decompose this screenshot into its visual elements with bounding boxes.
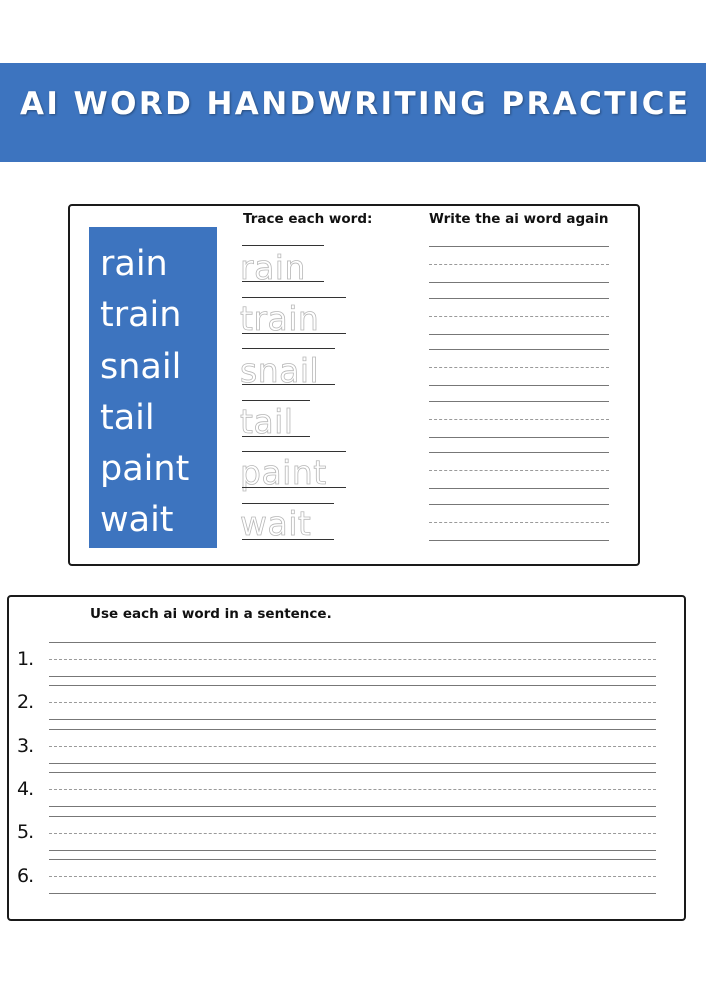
sentence-top-line (49, 685, 656, 686)
write-top-line (429, 401, 609, 402)
write-baseline (429, 282, 609, 283)
sentence-top-line (49, 772, 656, 773)
write-baseline (429, 334, 609, 335)
trace-top-line (242, 245, 324, 246)
trace-baseline (242, 384, 335, 385)
trace-header: Trace each word: (243, 211, 373, 227)
write-top-line (429, 452, 609, 453)
page-title: AI WORD HANDWRITING PRACTICE (20, 86, 691, 122)
write-mid-line (429, 522, 609, 523)
trace-top-line (242, 451, 346, 452)
sentence-baseline (49, 719, 656, 720)
write-baseline (429, 540, 609, 541)
sentence-mid-line (49, 789, 656, 790)
word-list-item: tail (100, 398, 155, 438)
trace-top-line (242, 400, 310, 401)
trace-word[interactable]: train (240, 299, 320, 338)
sentence-top-line (49, 816, 656, 817)
word-list-item: rain (100, 244, 168, 284)
trace-top-line (242, 503, 334, 504)
sentence-baseline (49, 763, 656, 764)
sentence-top-line (49, 859, 656, 860)
sentence-mid-line (49, 746, 656, 747)
trace-baseline (242, 333, 346, 334)
sentence-instruction: Use each ai word in a sentence. (90, 606, 332, 622)
trace-word[interactable]: rain (240, 248, 306, 287)
sentence-number: 4. (17, 778, 34, 800)
write-top-line (429, 504, 609, 505)
sentence-number: 5. (17, 821, 34, 843)
write-top-line (429, 298, 609, 299)
write-mid-line (429, 419, 609, 420)
sentence-number: 1. (17, 648, 34, 670)
trace-baseline (242, 281, 324, 282)
sentence-baseline (49, 806, 656, 807)
write-baseline (429, 385, 609, 386)
trace-word[interactable]: wait (240, 504, 312, 543)
sentence-top-line (49, 642, 656, 643)
trace-word[interactable]: tail (240, 402, 294, 441)
word-list-item: wait (100, 500, 174, 540)
trace-word[interactable]: snail (240, 351, 320, 390)
sentence-card (7, 595, 686, 921)
sentence-baseline (49, 850, 656, 851)
sentence-mid-line (49, 833, 656, 834)
sentence-number: 3. (17, 735, 34, 757)
sentence-number: 2. (17, 691, 34, 713)
word-list-item: train (100, 295, 182, 335)
word-list-item: paint (100, 449, 190, 489)
trace-baseline (242, 539, 334, 540)
sentence-baseline (49, 676, 656, 677)
write-baseline (429, 437, 609, 438)
sentence-number: 6. (17, 865, 34, 887)
word-list-item: snail (100, 347, 182, 387)
sentence-mid-line (49, 876, 656, 877)
write-top-line (429, 246, 609, 247)
sentence-baseline (49, 893, 656, 894)
trace-baseline (242, 436, 310, 437)
write-baseline (429, 488, 609, 489)
sentence-mid-line (49, 702, 656, 703)
sentence-mid-line (49, 659, 656, 660)
sentence-top-line (49, 729, 656, 730)
write-mid-line (429, 367, 609, 368)
trace-word[interactable]: paint (240, 453, 327, 492)
trace-baseline (242, 487, 346, 488)
write-top-line (429, 349, 609, 350)
write-mid-line (429, 470, 609, 471)
write-header: Write the ai word again (429, 211, 609, 227)
write-mid-line (429, 264, 609, 265)
trace-top-line (242, 348, 335, 349)
trace-top-line (242, 297, 346, 298)
write-mid-line (429, 316, 609, 317)
